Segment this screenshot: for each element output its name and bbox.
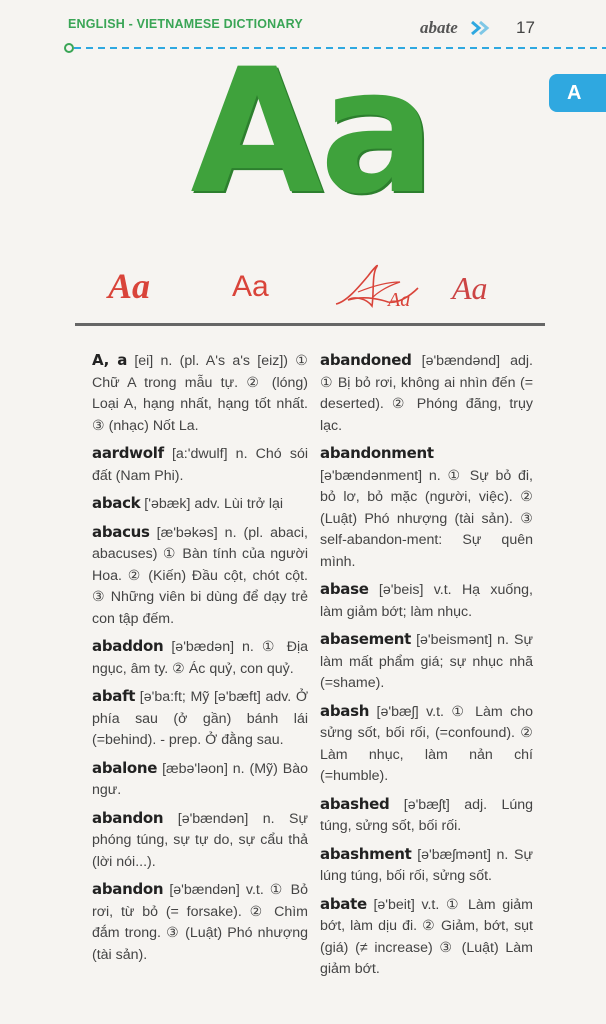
entry-headword: abate xyxy=(320,894,367,913)
entry-headword: abashment xyxy=(320,844,412,863)
dictionary-entry xyxy=(92,350,308,437)
entry-headword: abaddon xyxy=(92,637,164,655)
entry-headword: abandon xyxy=(92,808,164,827)
entry-definition: [ə'bæʃmənt] n. Sự lúng túng, bối rối, sửng sốt. xyxy=(320,846,533,884)
section-rule xyxy=(75,323,545,326)
entry-definition: [ə'bændən] n. Sự phóng túng, sự tự do, sự cẩu thả (lời nói...). xyxy=(92,810,308,870)
entry-definition: [ə'bændən] v.t. ① Bỏ rơi, từ bỏ (= forsake). ② Chìm đắm trong. ③ (Luật) Phó nhượng (tài sản). xyxy=(92,882,308,963)
entry-definition: [a:'dwulf] n. Chó sói đất (Nam Phi). xyxy=(92,446,308,484)
entry-definition: [ə'bædən] n. ① Địa ngục, âm ty. ② Ác quỷ, con quỷ. xyxy=(92,639,308,677)
entry-headword: abandonment xyxy=(320,444,434,462)
header-title: ENGLISH - VIETNAMESE DICTIONARY xyxy=(68,17,303,31)
entry-headword: abalone xyxy=(92,758,158,777)
guide-word: abate xyxy=(420,18,458,37)
dictionary-entry xyxy=(320,350,533,437)
dictionary-entry xyxy=(92,686,308,752)
entry-headword: abash xyxy=(320,701,370,720)
print-letter-variant: Aa xyxy=(232,270,269,303)
dictionary-entry xyxy=(92,808,308,874)
dictionary-entry xyxy=(92,493,308,516)
entry-definition: [ə'bæʃ] v.t. ① Làm cho sửng sốt, bối rối, (=confound). ② Làm nhục, làm nản chí (=humble). xyxy=(320,703,533,784)
entry-headword: aardwolf xyxy=(92,444,164,462)
cursive-letter-variant: Aa xyxy=(452,270,488,306)
entry-definition: [ə'bændənment] n. ① Sự bỏ đi, bỏ lơ, bỏ mặc (người, việc). ② (Luật) Phó nhượng (tài sản). ③ self-abandon-ment: Sự quên mình. xyxy=(320,467,533,570)
dictionary-entry xyxy=(92,636,308,680)
entry-definition: [æbə'ləon] n. (Mỹ) Bào ngư. xyxy=(92,760,308,798)
entry-headword: aback xyxy=(92,494,141,512)
entry-headword: abacus xyxy=(92,522,150,541)
dictionary-entry xyxy=(320,579,533,623)
entry-headword: abandon xyxy=(92,880,164,898)
calligraphy-swash-icon xyxy=(328,258,428,318)
entry-definition: [ei] n. (pl. A's a's [eiz]) ① Chữ A trong mẫu tự. ② (lóng) Loại A, hạng nhất, hạng tốt nhất. ③ (nhạc) Nốt La. xyxy=(92,353,309,434)
chevron-right-icon xyxy=(470,20,492,36)
left-column xyxy=(92,350,308,972)
dictionary-entry xyxy=(92,758,308,802)
dictionary-entry xyxy=(320,443,533,573)
entry-headword: abasement xyxy=(320,630,412,648)
entry-definition: [ə'beis] v.t. Hạ xuống, làm giảm bớt; làm nhục. xyxy=(320,582,533,620)
entry-definition: [ə'ba:ft; Mỹ [ə'bæft] adv. Ở phía sau (ở gần) bánh lái (=behind). - prep. Ở đằng sau. xyxy=(92,689,308,748)
dictionary-entry xyxy=(320,701,533,788)
entry-headword: abase xyxy=(320,580,369,598)
entry-definition: [æ'bəkəs] n. (pl. abaci, abacuses) ① Bàn tính của người Hoa. ② (Kiến) Đầu cột, chót cột. ③ Những viên bi dùng để dạy trẻ con tập đếm. xyxy=(92,524,308,627)
entry-definition: [ə'beismənt] n. Sự làm mất phẩm giá; sự nhục nhã (=shame). xyxy=(320,632,533,691)
letter-tab[interactable]: A xyxy=(549,74,606,112)
hero-letters: Aa xyxy=(190,31,432,232)
dictionary-entry xyxy=(92,879,308,966)
page-number: 17 xyxy=(516,18,535,37)
entry-headword: abaft xyxy=(92,687,136,705)
calligraphy-letter-variant xyxy=(328,258,428,323)
dictionary-entry xyxy=(92,522,308,631)
entry-definition: [ə'bæʃt] adj. Lúng túng, sửng sốt, bối rối. xyxy=(320,796,533,834)
dictionary-entry xyxy=(92,443,308,487)
script-letter-variant: Aa xyxy=(108,266,151,306)
dictionary-entry xyxy=(320,894,533,981)
right-column xyxy=(320,350,533,987)
dictionary-entry xyxy=(320,794,533,838)
dictionary-entry xyxy=(320,629,533,695)
calligraphy-letter-text: Aa xyxy=(388,289,411,311)
entry-definition: [ə'beit] v.t. ① Làm giảm bớt, làm dịu đi. ② Giảm, bớt, sụt (giá) (≠ increase) ③ (Luật) Làm giảm bớt. xyxy=(320,896,533,977)
entry-headword: abandoned xyxy=(320,351,412,369)
entry-definition: ['əbæk] adv. Lùi trở lại xyxy=(140,496,284,512)
entry-headword: A, a xyxy=(92,351,128,369)
entry-headword: abashed xyxy=(320,794,390,813)
dictionary-entry xyxy=(320,844,533,888)
entry-definition: [ə'bændənd] adj. ① Bị bỏ rơi, không ai nhìn đến (= deserted). ② Phóng đãng, trụy lạc. xyxy=(320,353,533,434)
